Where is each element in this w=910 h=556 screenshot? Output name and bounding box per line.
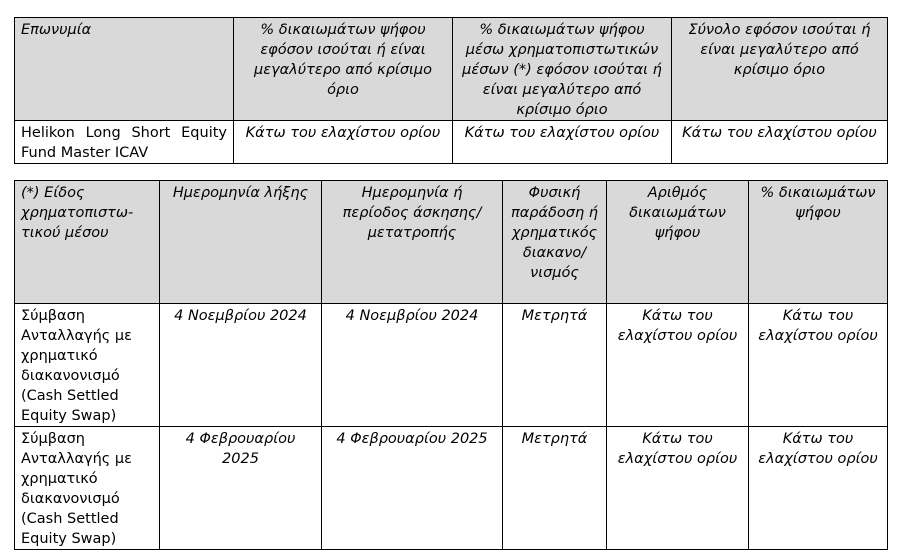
expiry-date: 4 Νοεμβρίου 2024 <box>160 304 322 427</box>
voting-rights-pct: Κάτω του ελαχίστου ορίου <box>749 427 888 550</box>
header-settlement: Φυσική παράδοση ή χρηματικός διακανο/ νισμός <box>503 181 607 304</box>
header-voting-rights-count: Αριθμός δικαιωμάτων ψήφου <box>607 181 749 304</box>
header-voting-pct: % δικαιωμάτων ψήφου εφόσον ισούται ή είναι μεγαλύτερο από κρίσιμο όριο <box>234 18 453 121</box>
holdings-table <box>14 17 888 164</box>
total-value: Κάτω του ελαχίστου ορίου <box>672 121 888 164</box>
instrument-type: Σύμβαση Ανταλλαγής με χρηματικό διακανονισμό (Cash Settled Equity Swap) <box>15 304 160 427</box>
header-name: Επωνυμία <box>15 18 234 121</box>
exercise-date: 4 Φεβρουαρίου 2025 <box>322 427 503 550</box>
voting-pct-value: Κάτω του ελαχίστου ορίου <box>234 121 453 164</box>
instruments-header-row <box>15 181 888 304</box>
header-voting-rights-pct: % δικαιωμάτων ψήφου <box>749 181 888 304</box>
settlement-type: Μετρητά <box>503 427 607 550</box>
header-total: Σύνολο εφόσον ισούται ή είναι μεγαλύτερο από κρίσιμο όριο <box>672 18 888 121</box>
header-instrument-type: (*) Είδος χρηματοπιστω-τικού μέσου <box>15 181 160 304</box>
instruments-pct-value: Κάτω του ελαχίστου ορίου <box>453 121 672 164</box>
header-exercise-period: Ημερομηνία ή περίοδος άσκησης/ μετατροπής <box>322 181 503 304</box>
expiry-date: 4 Φεβρουαρίου 2025 <box>160 427 322 550</box>
instrument-row <box>15 304 888 427</box>
voting-rights-count: Κάτω του ελαχίστου ορίου <box>607 427 749 550</box>
holdings-row <box>15 121 888 164</box>
instruments-table <box>14 180 888 550</box>
voting-rights-count: Κάτω του ελαχίστου ορίου <box>607 304 749 427</box>
exercise-date: 4 Νοεμβρίου 2024 <box>322 304 503 427</box>
instrument-type: Σύμβαση Ανταλλαγής με χρηματικό διακανονισμό (Cash Settled Equity Swap) <box>15 427 160 550</box>
header-instruments-pct: % δικαιωμάτων ψήφου μέσω χρηματοπιστωτικών μέσων (*) εφόσον ισούται ή είναι μεγαλύτερο από κρίσιμο όριο <box>453 18 672 121</box>
holder-name: Helikon Long Short Equity Fund Master ICAV <box>15 121 234 164</box>
voting-rights-pct: Κάτω του ελαχίστου ορίου <box>749 304 888 427</box>
instrument-row <box>15 427 888 550</box>
holdings-header-row <box>15 18 888 121</box>
settlement-type: Μετρητά <box>503 304 607 427</box>
header-expiry-date: Ημερομηνία λήξης <box>160 181 322 304</box>
